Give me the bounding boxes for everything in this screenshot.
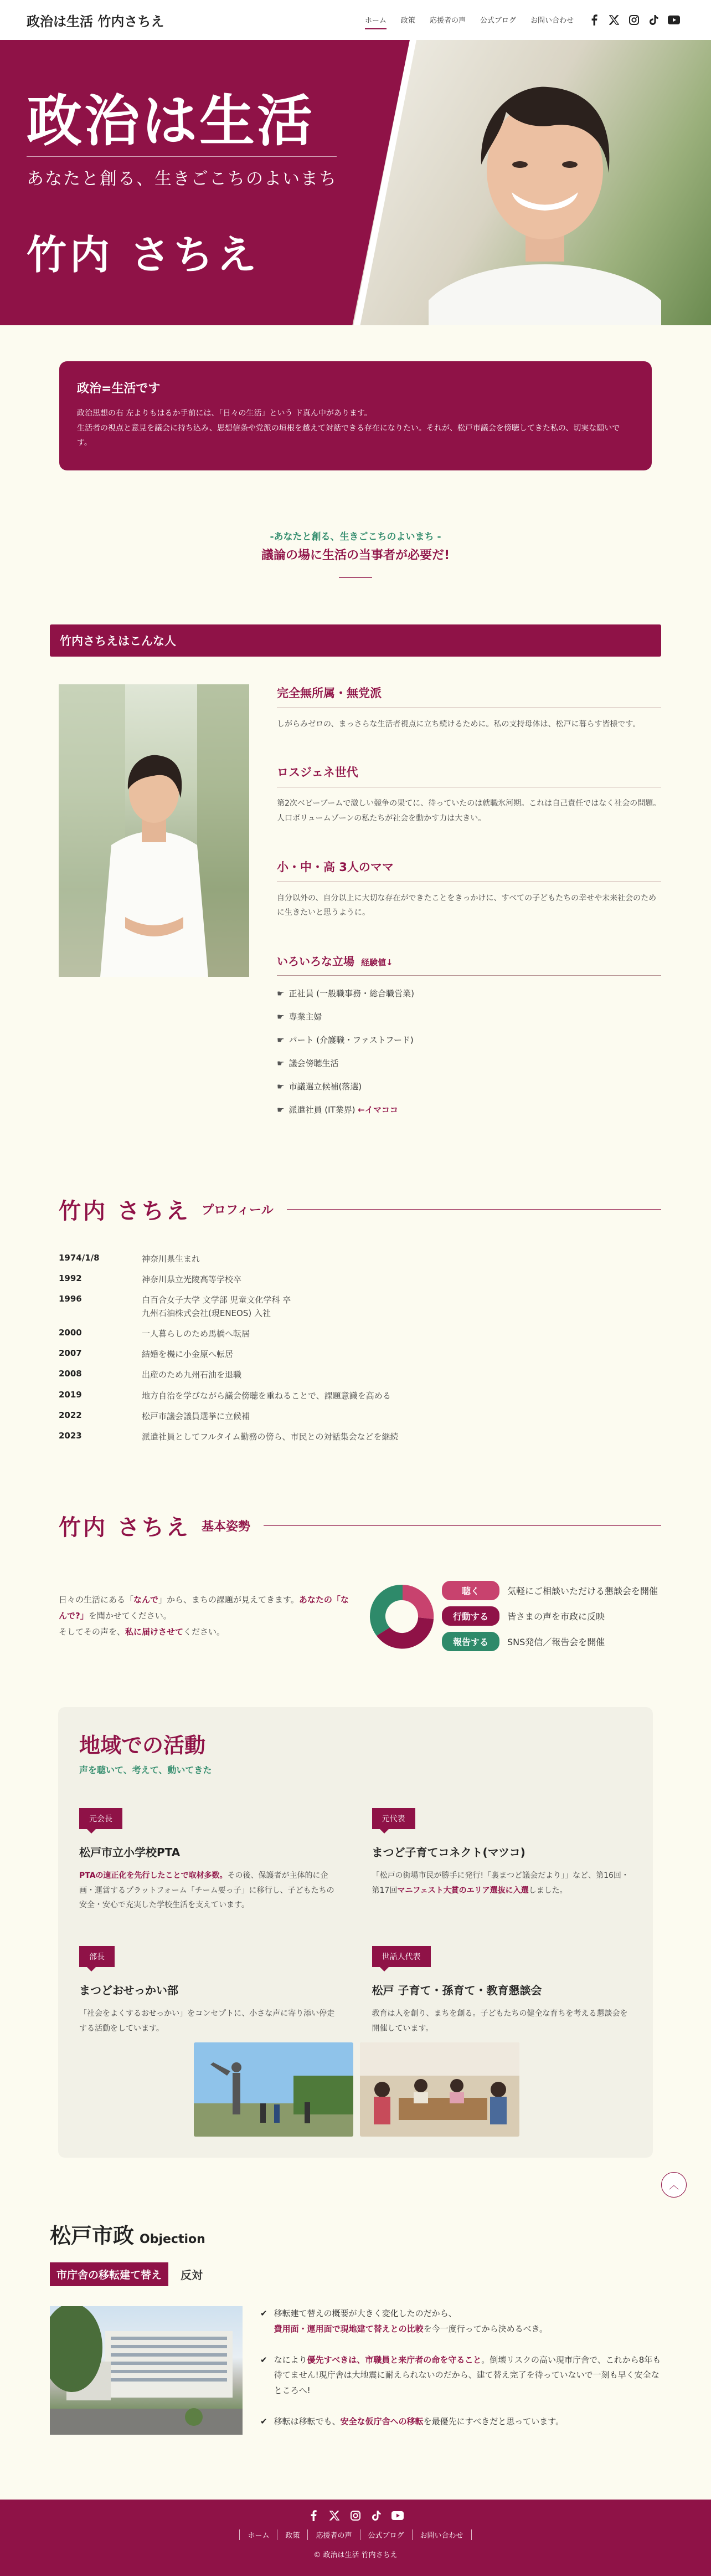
nav-supporters[interactable]: 応援者の声 xyxy=(429,16,466,25)
timeline-text: 神奈川県立光陵高等学校卒 xyxy=(142,1274,242,1284)
list-item xyxy=(277,1034,661,1046)
timeline-row xyxy=(59,1410,661,1423)
timeline-row xyxy=(59,1294,661,1320)
footer-link-home[interactable]: ホーム xyxy=(239,2529,277,2540)
city-hall-photo xyxy=(50,2306,243,2435)
timeline-text: 派遣社員としてフルタイム勤務の傍ら、市民との対話集会などを継続 xyxy=(142,1432,399,1442)
hero-candidate-name: 竹内 さちえ xyxy=(27,232,260,278)
pointing-hand-icon: ☛ xyxy=(277,1081,285,1092)
roles-title xyxy=(277,952,661,976)
youtube-icon[interactable] xyxy=(391,2510,404,2522)
activity-name: 松戸 子育て・孫育て・教育懇談会 xyxy=(372,1984,542,1998)
roles-title-text: いろいろな立場 xyxy=(277,954,354,968)
timeline-row xyxy=(59,1273,661,1286)
city-point-text xyxy=(274,2414,564,2430)
about-item xyxy=(277,764,661,826)
instagram-icon[interactable] xyxy=(349,2510,362,2522)
stance-pill: 行動する xyxy=(442,1606,499,1626)
timeline-text xyxy=(142,1294,291,1320)
activity-desc xyxy=(372,1868,634,1898)
timeline-text: 地方自治を学びながら議会傍聴を重ねることで、課題意識を高める xyxy=(142,1390,391,1401)
footer-link-contact[interactable]: お問い合わせ xyxy=(412,2529,472,2540)
activity-emphasis: マニフェスト大賞のエリア選抜に入選 xyxy=(397,1886,529,1895)
timeline-text-line: 九州石油株式会社(現ENEOS) 入社 xyxy=(142,1308,271,1318)
city-subheading xyxy=(50,2262,661,2286)
activity-name: 松戸市立小学校PTA xyxy=(79,1846,181,1860)
activity-text: 「松戸の街場市民が勝手に発行!「裏まつど議会だより」」など、第16回・第17回 xyxy=(372,1871,629,1895)
activity-card xyxy=(79,1808,341,1913)
list-item xyxy=(277,1011,661,1022)
timeline-year: 2008 xyxy=(59,1369,82,1379)
activity-emphasis: PTAの適正化を先行したことで取材多数。 xyxy=(79,1871,228,1881)
timeline-text: 松戸市議会議員選挙に立候補 xyxy=(142,1411,250,1421)
list-item xyxy=(260,2306,661,2337)
city-section xyxy=(50,2219,661,2445)
timeline-text: 神奈川県生まれ xyxy=(142,1253,200,1264)
profile-heading xyxy=(59,1194,661,1225)
stance-text-part: 」から、まちの課題が見えてきます。 xyxy=(158,1594,299,1605)
role-note: ←イマココ xyxy=(358,1104,398,1115)
list-item xyxy=(277,1104,661,1115)
profile-timeline xyxy=(59,1253,661,1444)
nav-blog[interactable]: 公式ブログ xyxy=(480,16,516,25)
activity-tag: 元会長 xyxy=(79,1808,122,1829)
timeline-year: 1992 xyxy=(59,1273,82,1283)
list-item xyxy=(277,1057,661,1069)
role-text: 専業主婦 xyxy=(288,1011,322,1022)
stance-desc: SNS発信／報告会を開催 xyxy=(507,1637,605,1648)
roles-block xyxy=(277,952,661,1115)
hero-subcopy: あなたと創る、生きごこちのよいまち xyxy=(27,169,337,189)
timeline-year: 2022 xyxy=(59,1410,82,1420)
about-photo-figure xyxy=(59,684,249,977)
footer-nav xyxy=(0,2529,711,2540)
city-points xyxy=(260,2306,661,2445)
check-icon: ✔ xyxy=(260,2354,267,2365)
main-nav xyxy=(365,11,574,29)
activities-title: 地域での活動 xyxy=(79,1733,206,1758)
pointing-hand-icon: ☛ xyxy=(277,1104,285,1115)
stance-item xyxy=(442,1606,658,1626)
stance-emphasis: あなたの「なんで?」 xyxy=(59,1594,349,1621)
heading-rule xyxy=(287,1209,661,1210)
about-item-text: 第2次ベビーブームで激しい競争の果てに、待っていたのは就職氷河期。これは自己責任ではなく社会の問題。人口ボリュームゾーンの私たちが社会を動かす力は大きい。 xyxy=(277,799,661,823)
tagline xyxy=(0,529,711,578)
site-header xyxy=(0,0,711,40)
hero-text xyxy=(27,91,337,280)
footer-link-policy[interactable]: 政策 xyxy=(277,2529,307,2540)
stance-text-part: を聞かせてください。 xyxy=(88,1611,172,1621)
stance-name: 竹内 さちえ xyxy=(59,1515,190,1541)
meeting-photo-image xyxy=(360,2042,519,2137)
stance-text xyxy=(59,1592,352,1641)
about-item-title: 完全無所属・無党派 xyxy=(277,684,661,708)
statue-photo-image xyxy=(194,2042,353,2137)
tiktok-icon[interactable] xyxy=(648,14,660,26)
timeline-year: 2023 xyxy=(59,1431,82,1441)
timeline-year: 2019 xyxy=(59,1389,82,1400)
stance-text-part: そしてその声を、 xyxy=(59,1627,126,1637)
intro-heading: 政治=生活です xyxy=(77,382,161,396)
header-social xyxy=(588,14,680,26)
nav-contact[interactable]: お問い合わせ xyxy=(530,16,574,25)
city-oppose-label: 反対 xyxy=(181,2268,203,2282)
activities-grid xyxy=(79,1808,633,2036)
stance-pill: 報告する xyxy=(442,1632,499,1651)
stance-heading xyxy=(59,1510,661,1541)
city-point-text xyxy=(274,2353,661,2399)
site-footer xyxy=(0,2500,711,2576)
intro-card xyxy=(59,361,652,470)
x-icon[interactable] xyxy=(608,14,620,26)
city-point-part: を今一度行ってから決めるべき。 xyxy=(423,2323,548,2334)
timeline-text-line: 白百合女子大学 文学部 児童文化学科 卒 xyxy=(142,1295,291,1305)
activity-photo-statue xyxy=(194,2042,353,2137)
role-text: パート (介護職・ファストフード) xyxy=(288,1035,414,1045)
city-point-emphasis: 優先すべきは、市職員と来庁者の命を守ること xyxy=(307,2354,482,2365)
stance-item xyxy=(442,1632,658,1651)
timeline-row xyxy=(59,1328,661,1340)
timeline-year: 1974/1/8 xyxy=(59,1252,100,1263)
timeline-row xyxy=(59,1431,661,1443)
portrait-figure xyxy=(429,73,661,325)
heading-rule xyxy=(264,1525,661,1526)
stance-text-part: ください。 xyxy=(183,1627,225,1637)
nav-home[interactable]: ホーム xyxy=(365,11,387,29)
footer-link-blog[interactable]: 公式ブログ xyxy=(360,2529,412,2540)
city-point-emphasis: 費用面・運用面で現地建て替えとの比較 xyxy=(274,2323,424,2334)
back-to-top-button[interactable] xyxy=(661,2172,687,2198)
pointing-hand-icon: ☛ xyxy=(277,988,285,998)
stance-emphasis: なんで xyxy=(133,1594,159,1605)
cycle-donut-icon xyxy=(369,1583,436,1650)
hero-divider xyxy=(27,156,337,157)
roles-note: 経験値↓ xyxy=(361,957,393,967)
activity-name: まつどおせっかい部 xyxy=(79,1984,178,1998)
nav-policy[interactable]: 政策 xyxy=(400,16,415,25)
facebook-icon[interactable] xyxy=(307,2510,320,2522)
about-section-bar: 竹内さちえはこんな人 xyxy=(50,624,661,657)
site-title[interactable]: 政治は生活 竹内さちえ xyxy=(27,13,164,29)
activity-tag: 部長 xyxy=(79,1946,115,1967)
activity-card xyxy=(79,1946,341,2036)
check-icon: ✔ xyxy=(260,2308,267,2319)
city-topic-badge: 市庁舎の移転建て替え xyxy=(50,2262,168,2286)
tagline-big: 議論の場に生活の当事者が必要だ! xyxy=(261,548,450,562)
city-title xyxy=(50,2219,661,2249)
copyright: © 政治は生活 竹内さちえ xyxy=(313,2551,398,2559)
intro-line-1: 政治思想の右 左よりもはるか手前には、「日々の生活」という ド真ん中があります。 xyxy=(77,409,372,418)
intro-line-2: 生活者の視点と意見を議会に持ち込み、思想信条や党派の垣根を越えて対話できる存在になりたい。それが、松戸市議会を傍聴してきた私の、切実な願いです。 xyxy=(77,423,620,448)
city-point-emphasis: 安全な仮庁舎への移転 xyxy=(340,2416,424,2426)
activity-card xyxy=(372,1808,634,1913)
stance-list xyxy=(442,1575,658,1657)
pointing-hand-icon: ☛ xyxy=(277,1035,285,1045)
activity-name: まつど子育てコネクト(マツコ) xyxy=(372,1846,525,1860)
pointing-hand-icon: ☛ xyxy=(277,1011,285,1022)
city-point-part: を最優先にすべきだと思っています。 xyxy=(423,2416,564,2426)
city-point-part: 。倒壊リスクの高い現市庁舎で、これから8年も待てません!現庁舎は大地震に耐えられないのだから、建て替え完了を待っていないで一刻も早く安全なところへ! xyxy=(274,2354,661,2396)
tagline-rule xyxy=(339,577,372,578)
activity-desc xyxy=(79,1868,341,1913)
about-item-text: 自分以外の、自分以上に大切な存在ができたことをきっかけに、すべての子どもたちの幸せや未来社会のために生きたいと思うように。 xyxy=(277,893,657,918)
footer-social xyxy=(0,2510,711,2522)
role-text: 派遣社員 (IT業界) xyxy=(288,1104,356,1115)
hero xyxy=(0,40,711,325)
city-title-text: 松戸市政 xyxy=(50,2224,135,2249)
footer-link-supporters[interactable]: 応援者の声 xyxy=(307,2529,359,2540)
header-right xyxy=(365,11,680,29)
list-item xyxy=(277,1080,661,1092)
timeline-row xyxy=(59,1369,661,1381)
city-point-part: なにより xyxy=(274,2354,307,2365)
about-section xyxy=(59,684,661,1127)
profile-name: 竹内 さちえ xyxy=(59,1198,190,1224)
about-item-title: 小・中・高 3人のママ xyxy=(277,858,661,882)
stance-text-part: 日々の生活にある「 xyxy=(59,1594,134,1605)
about-item-title: ロスジェネ世代 xyxy=(277,764,661,787)
youtube-icon[interactable] xyxy=(668,14,680,26)
timeline-text: 結婚を機に小金原へ転居 xyxy=(142,1349,234,1359)
activity-card xyxy=(372,1946,634,2036)
stance-pill: 聴く xyxy=(442,1581,499,1600)
profile-label: プロフィール xyxy=(201,1203,274,1217)
facebook-icon[interactable] xyxy=(588,14,600,26)
activity-text: しました。 xyxy=(528,1886,568,1895)
timeline-row xyxy=(59,1348,661,1361)
activity-tag: 世話人代表 xyxy=(372,1946,431,1967)
city-point-part: 移転は移転でも、 xyxy=(274,2416,341,2426)
timeline-year: 2007 xyxy=(59,1348,82,1358)
list-item xyxy=(277,987,661,999)
check-icon: ✔ xyxy=(260,2416,267,2426)
stance-section xyxy=(59,1575,661,1657)
activity-text: その後、保護者が主体的に企画・運営するプラットフォーム「チーム要っ子」に移行し、子どもたちの安全・安心で充実した学校生活を支えています。 xyxy=(79,1871,334,1910)
about-items xyxy=(277,684,661,1127)
role-text: 正社員 (一般職事務・総合職営業) xyxy=(288,988,414,998)
city-point-part: 移転建て替えの概要が大きく変化したのだから、 xyxy=(274,2308,457,2319)
list-item xyxy=(260,2414,661,2430)
tiktok-icon[interactable] xyxy=(370,2510,383,2522)
roles-list xyxy=(277,987,661,1115)
city-hall-image xyxy=(50,2306,243,2435)
stance-emphasis: 私に届けさせて xyxy=(125,1627,184,1637)
stance-desc: 気軽にご相談いただける懇談会を開催 xyxy=(507,1586,658,1597)
city-body xyxy=(50,2306,661,2445)
about-item xyxy=(277,858,661,920)
activity-photos xyxy=(79,2042,633,2137)
timeline-year: 2000 xyxy=(59,1327,82,1338)
instagram-icon[interactable] xyxy=(628,14,640,26)
timeline-year: 1996 xyxy=(59,1294,82,1304)
activity-tag: 元代表 xyxy=(372,1808,415,1829)
x-icon[interactable] xyxy=(328,2510,341,2522)
role-text: 議会傍聴生活 xyxy=(288,1058,339,1068)
activity-desc: 「社会をよくするおせっかい」をコンセプトに、小さな声に寄り添い停走する活動をしています。 xyxy=(79,2009,335,2033)
city-title-en: Objection xyxy=(140,2232,205,2247)
tagline-small: -あなたと創る、生きごこちのよいまち - xyxy=(270,531,441,542)
timeline-text: 一人暮らしのため馬橋へ転居 xyxy=(142,1328,250,1339)
chevron-up-icon: ︿ xyxy=(669,2180,679,2192)
list-item xyxy=(260,2353,661,2399)
timeline-row xyxy=(59,1253,661,1266)
about-item xyxy=(277,684,661,732)
hero-main-copy: 政治は生活 xyxy=(27,89,315,153)
stance-item xyxy=(442,1581,658,1600)
about-item-text: しがらみゼロの、まっさらな生活者視点に立ち続けるために。私の支持母体は、松戸に暮らす皆様です。 xyxy=(277,719,641,729)
timeline-text: 出産のため九州石油を退職 xyxy=(142,1370,242,1380)
activity-photo-meeting xyxy=(360,2042,519,2137)
stance-desc: 皆さまの声を市政に反映 xyxy=(507,1611,605,1622)
activities-section xyxy=(58,1707,653,2158)
timeline-row xyxy=(59,1390,661,1402)
activities-lead: 声を聴いて、考えて、動いてきた xyxy=(79,1765,212,1776)
stance-label: 基本姿勢 xyxy=(201,1520,250,1534)
city-point-text xyxy=(274,2306,548,2337)
about-photo xyxy=(59,684,249,977)
role-text: 市議選立候補(落選) xyxy=(288,1081,362,1092)
pointing-hand-icon: ☛ xyxy=(277,1058,285,1068)
activity-desc: 教育は人を創り、まちを創る。子どもたちの健全な育ちを考える懇談会を開催しています。 xyxy=(372,2009,628,2033)
